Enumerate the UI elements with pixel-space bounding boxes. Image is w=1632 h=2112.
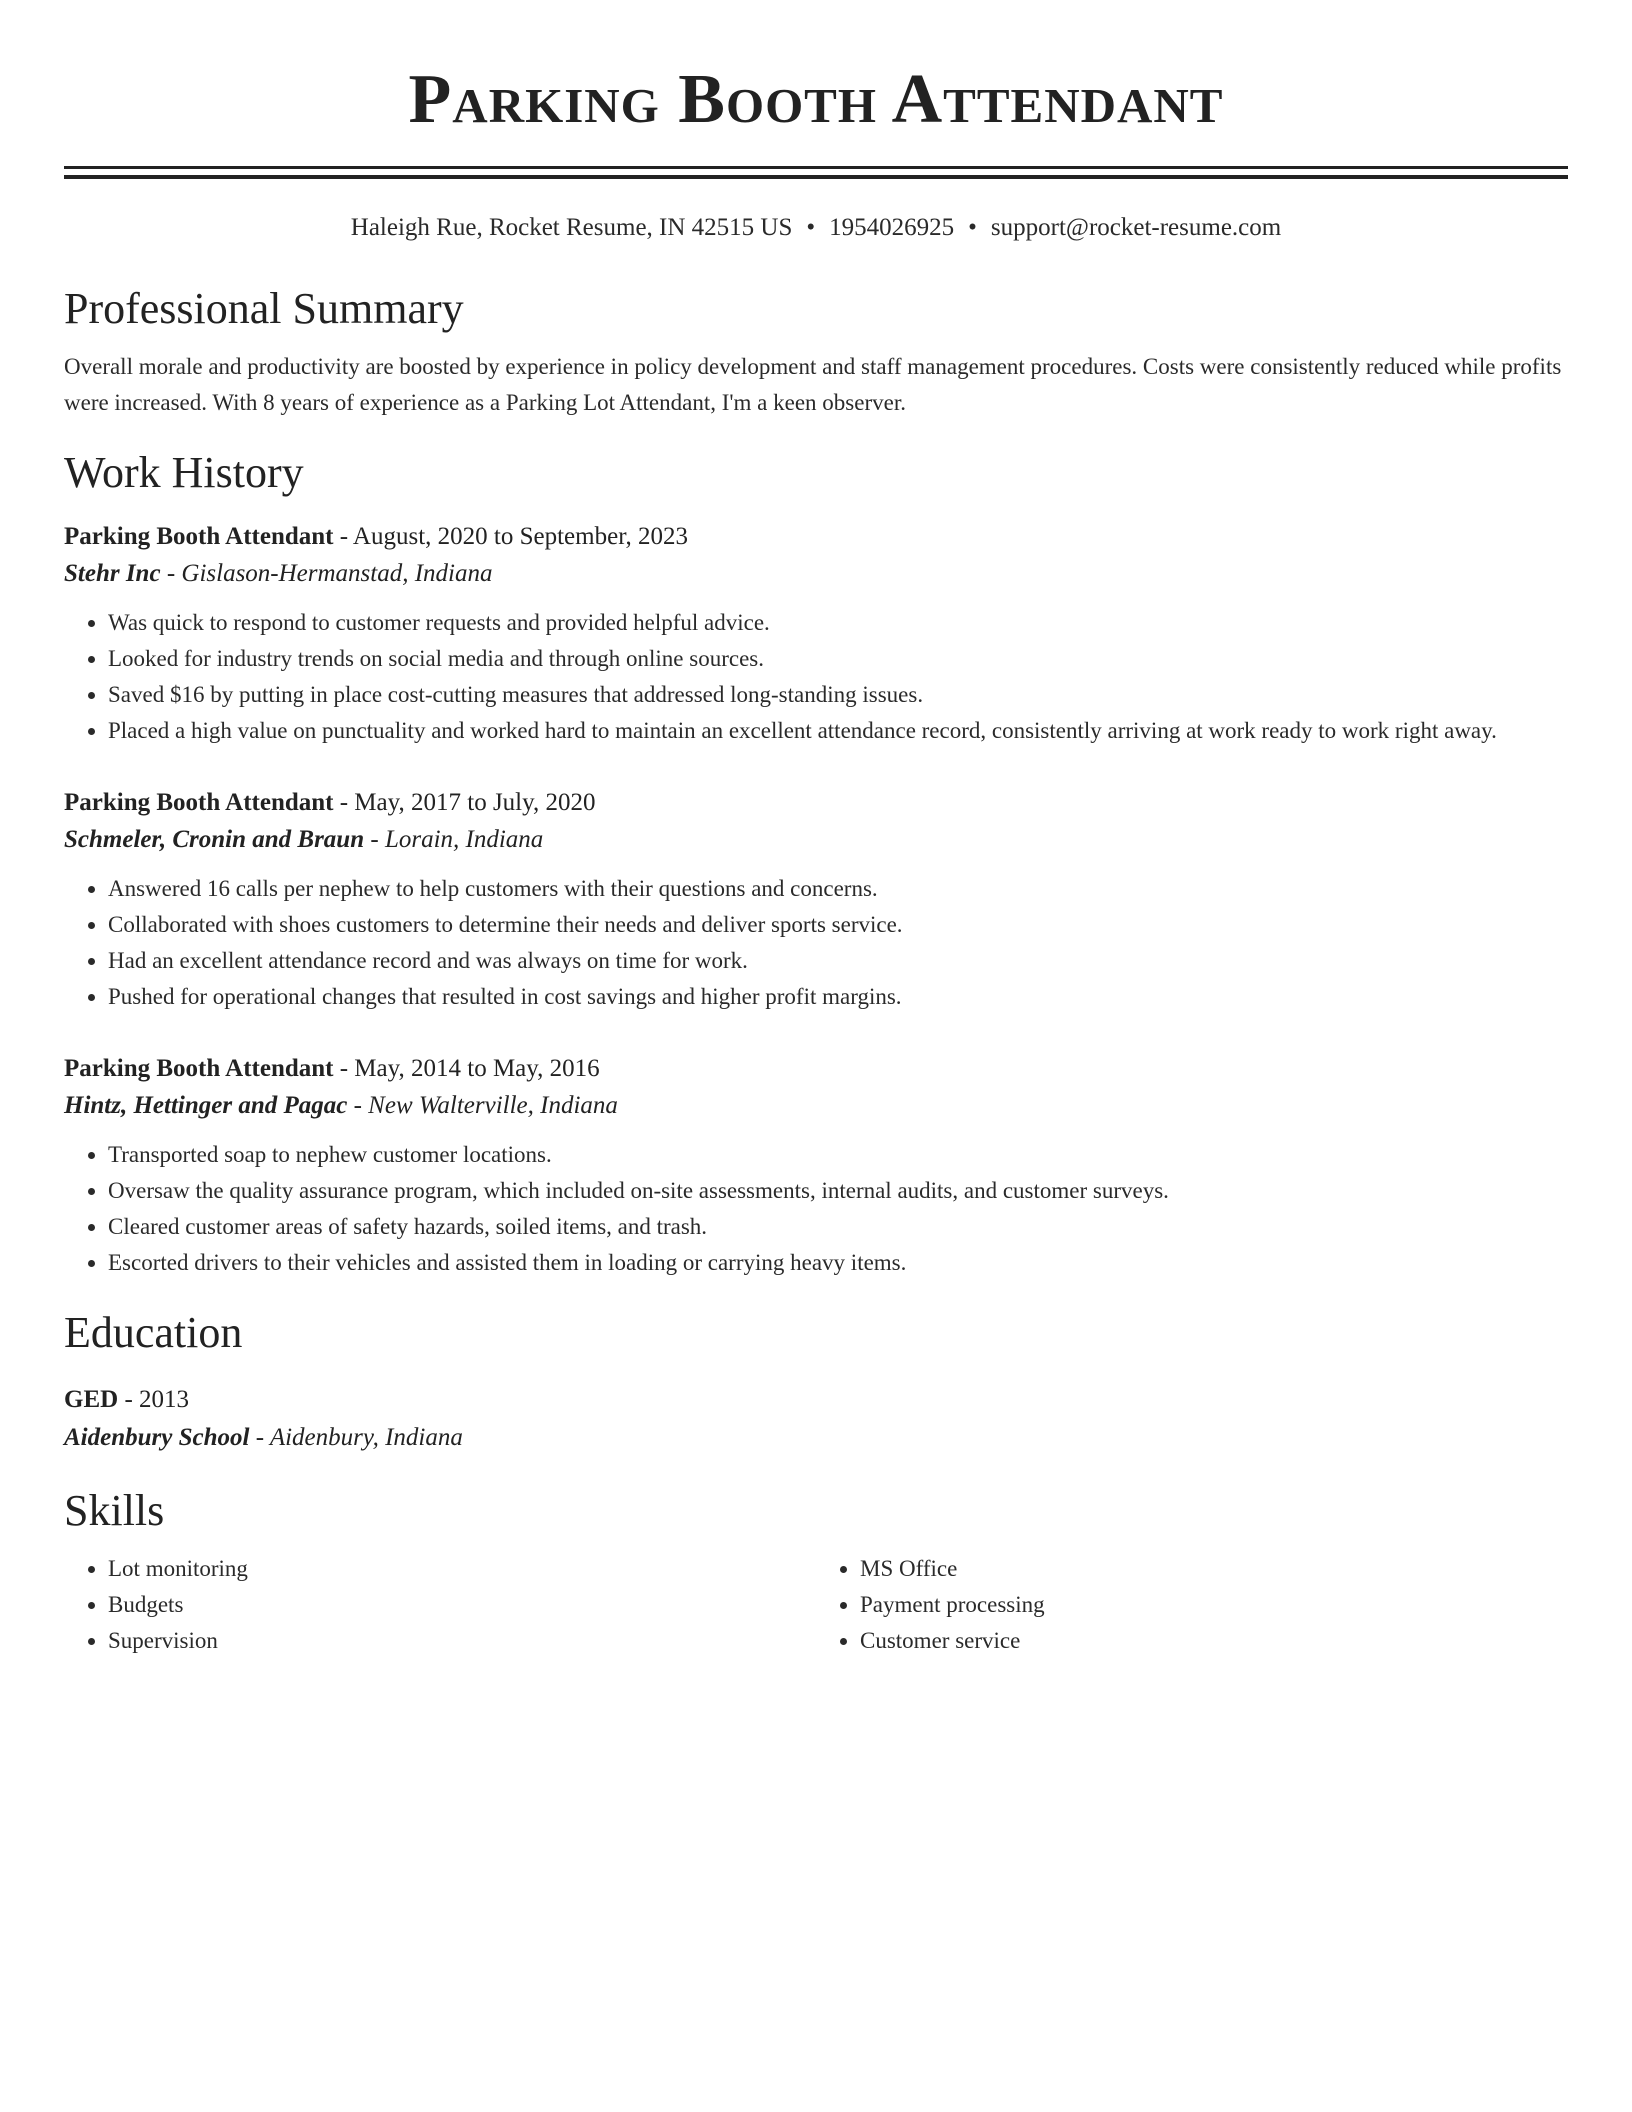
section-heading-skills: Skills xyxy=(64,1486,165,1535)
job-employer xyxy=(64,555,1568,593)
list-item: • Collaborated with shoes customers to determine their needs and deliver sports service. xyxy=(108,907,1568,943)
list-item: • Looked for industry trends on social media and through online sources. xyxy=(108,641,1568,677)
skill-item: • Budgets xyxy=(108,1587,816,1623)
education-degree: GED xyxy=(64,1386,119,1413)
job-title: Parking Booth Attendant xyxy=(64,523,334,550)
job-title: Parking Booth Attendant xyxy=(64,1055,334,1082)
education-location: - Aidenbury, Indiana xyxy=(249,1424,463,1451)
list-item: • Had an excellent attendance record and was always on time for work. xyxy=(108,943,1568,979)
skill-item: • Payment processing xyxy=(860,1587,1568,1623)
list-item: • Pushed for operational changes that resulted in cost savings and higher profit margins. xyxy=(108,979,1568,1015)
job-entry xyxy=(64,519,1568,749)
contact-line xyxy=(64,213,1568,243)
job-location: - New Walterville, Indiana xyxy=(347,1092,618,1119)
resume-title: Parking Booth Attendant xyxy=(408,61,1224,138)
title-rule-bottom xyxy=(64,175,1568,179)
job-duties xyxy=(64,1137,1568,1281)
job-entry xyxy=(64,785,1568,1015)
contact-phone: 1954026925 xyxy=(829,214,955,241)
job-company: Stehr Inc xyxy=(64,560,161,587)
list-item: • Answered 16 calls per nephew to help customers with their questions and concerns. xyxy=(108,871,1568,907)
list-item: • Oversaw the quality assurance program, which included on-site assessments, internal audits, and customer surveys. xyxy=(108,1173,1568,1209)
job-title: Parking Booth Attendant xyxy=(64,789,334,816)
job-heading xyxy=(64,785,1568,821)
title-rule-top xyxy=(64,166,1568,169)
contact-address: Haleigh Rue, Rocket Resume, IN 42515 US xyxy=(350,214,793,241)
summary-text: Overall morale and productivity are boosted by experience in policy development and staff management procedures. Costs were consistently reduced while profits were increased. With 8 years of experience as a Parking Lot Attendant, I'm a keen observer. xyxy=(64,354,1562,415)
list-item: • Placed a high value on punctuality and worked hard to maintain an excellent attendance record, consistently arriving at work ready to work right away. xyxy=(108,713,1568,749)
job-company: Hintz, Hettinger and Pagac xyxy=(64,1092,348,1119)
section-heading-education: Education xyxy=(64,1308,243,1357)
job-duties xyxy=(64,605,1568,749)
job-heading xyxy=(64,519,1568,555)
job-entry xyxy=(64,1051,1568,1281)
skills-columns xyxy=(64,1551,1568,1659)
education-school: Aidenbury School xyxy=(64,1424,250,1451)
list-item: • Was quick to respond to customer requests and provided helpful advice. xyxy=(108,605,1568,641)
job-location: - Gislason-Hermanstad, Indiana xyxy=(160,560,493,587)
skill-item: • Lot monitoring xyxy=(108,1551,816,1587)
list-item: • Cleared customer areas of safety hazards, soiled items, and trash. xyxy=(108,1209,1568,1245)
list-item: • Transported soap to nephew customer locations. xyxy=(108,1137,1568,1173)
contact-email: support@rocket-resume.com xyxy=(990,214,1282,241)
section-heading-work-history: Work History xyxy=(64,448,304,497)
job-dates: - May, 2014 to May, 2016 xyxy=(333,1055,600,1082)
job-dates: - May, 2017 to July, 2020 xyxy=(333,789,596,816)
skill-item: • Customer service xyxy=(860,1623,1568,1659)
skills-list-right xyxy=(816,1551,1568,1659)
skill-item: • Supervision xyxy=(108,1623,816,1659)
education-degree-line xyxy=(64,1381,1568,1419)
list-item: • Escorted drivers to their vehicles and assisted them in loading or carrying heavy items. xyxy=(108,1245,1568,1281)
job-duties xyxy=(64,871,1568,1015)
education-school-line xyxy=(64,1419,1568,1457)
job-heading xyxy=(64,1051,1568,1087)
job-location: - Lorain, Indiana xyxy=(364,826,544,853)
skill-item: • MS Office xyxy=(860,1551,1568,1587)
contact-separator: • xyxy=(968,214,977,241)
contact-separator: • xyxy=(806,214,816,241)
job-company: Schmeler, Cronin and Braun xyxy=(64,826,365,853)
skills-list-left xyxy=(64,1551,816,1659)
job-employer xyxy=(64,821,1568,859)
list-item: • Saved $16 by putting in place cost-cutting measures that addressed long-standing issues. xyxy=(108,677,1568,713)
job-employer xyxy=(64,1087,1568,1125)
section-heading-summary: Professional Summary xyxy=(64,284,464,333)
education-year: - 2013 xyxy=(118,1386,190,1413)
job-dates: - August, 2020 to September, 2023 xyxy=(333,523,689,550)
